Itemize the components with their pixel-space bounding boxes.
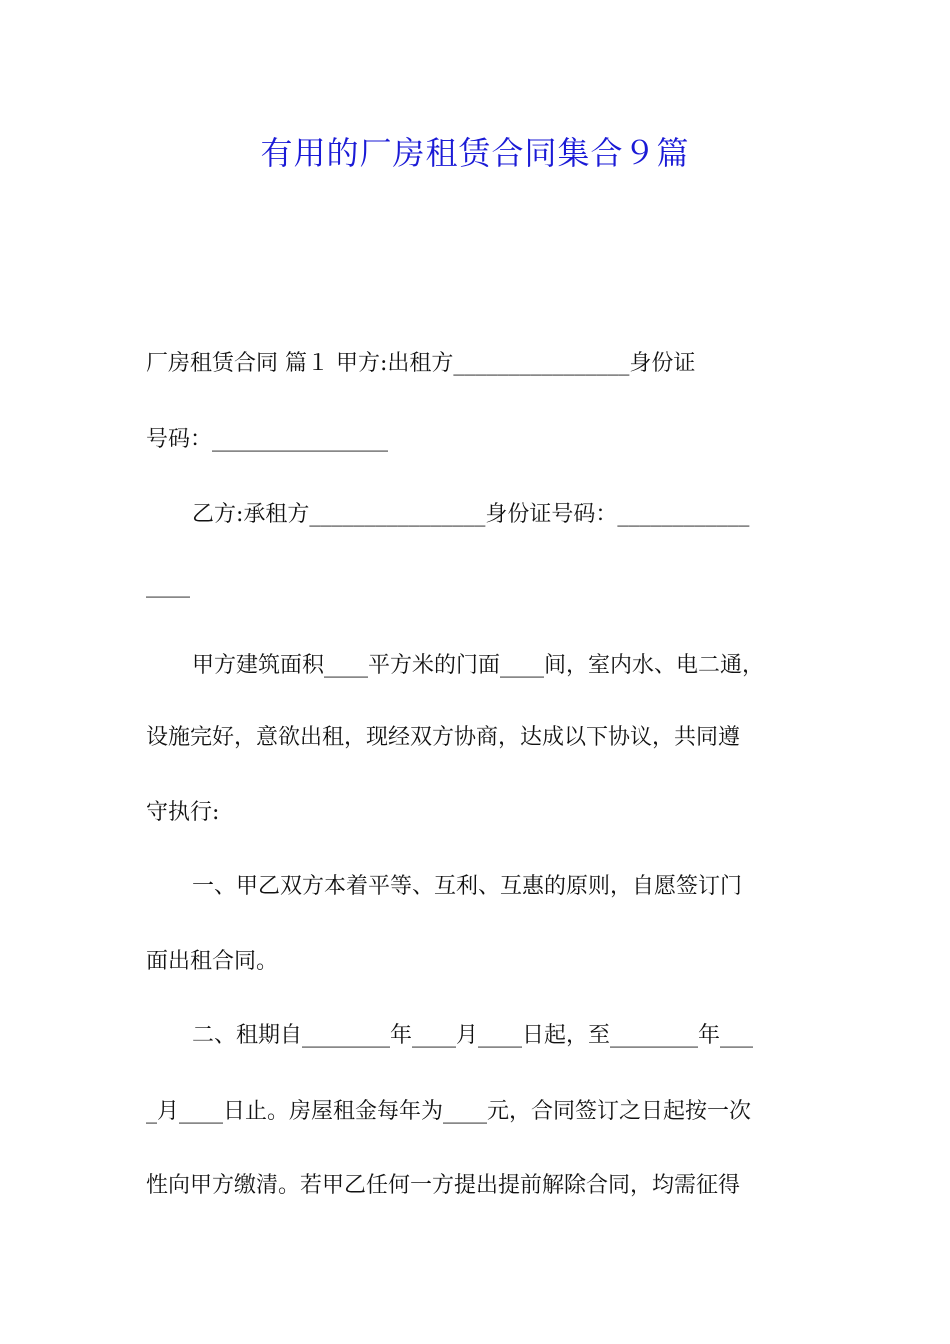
body-line: 守执行: (146, 800, 220, 825)
body-line: 一、甲乙双方本着平等、互利、互惠的原则，自愿签订门 (192, 874, 743, 899)
body-line: 二、租期自________年____月____日起，至________年___ (192, 1023, 754, 1048)
body-line: 设施完好，意欲出租，现经双方协商，达成以下协议，共同遵 (146, 725, 741, 750)
body-line: 性向甲方缴清。若甲乙任何一方提出提前解除合同，均需征得 (146, 1173, 741, 1198)
body-line: _月____日止。房屋租金每年为____元，合同签订之日起按一次 (146, 1099, 752, 1124)
document-title: 有用的厂房租赁合同集合９篇 (260, 134, 690, 172)
body-line: ____ (146, 573, 190, 598)
body-line: 号码：________________ (146, 427, 389, 452)
body-line: 面出租合同。 (146, 949, 279, 974)
body-line: 厂房租赁合同 篇１ 甲方:出租方________________身份证 (146, 351, 696, 376)
body-line: 乙方:承租方________________身份证号码：____________ (192, 502, 750, 527)
body-line: 甲方建筑面积____平方米的门面____间，室内水、电二通， (192, 653, 765, 678)
